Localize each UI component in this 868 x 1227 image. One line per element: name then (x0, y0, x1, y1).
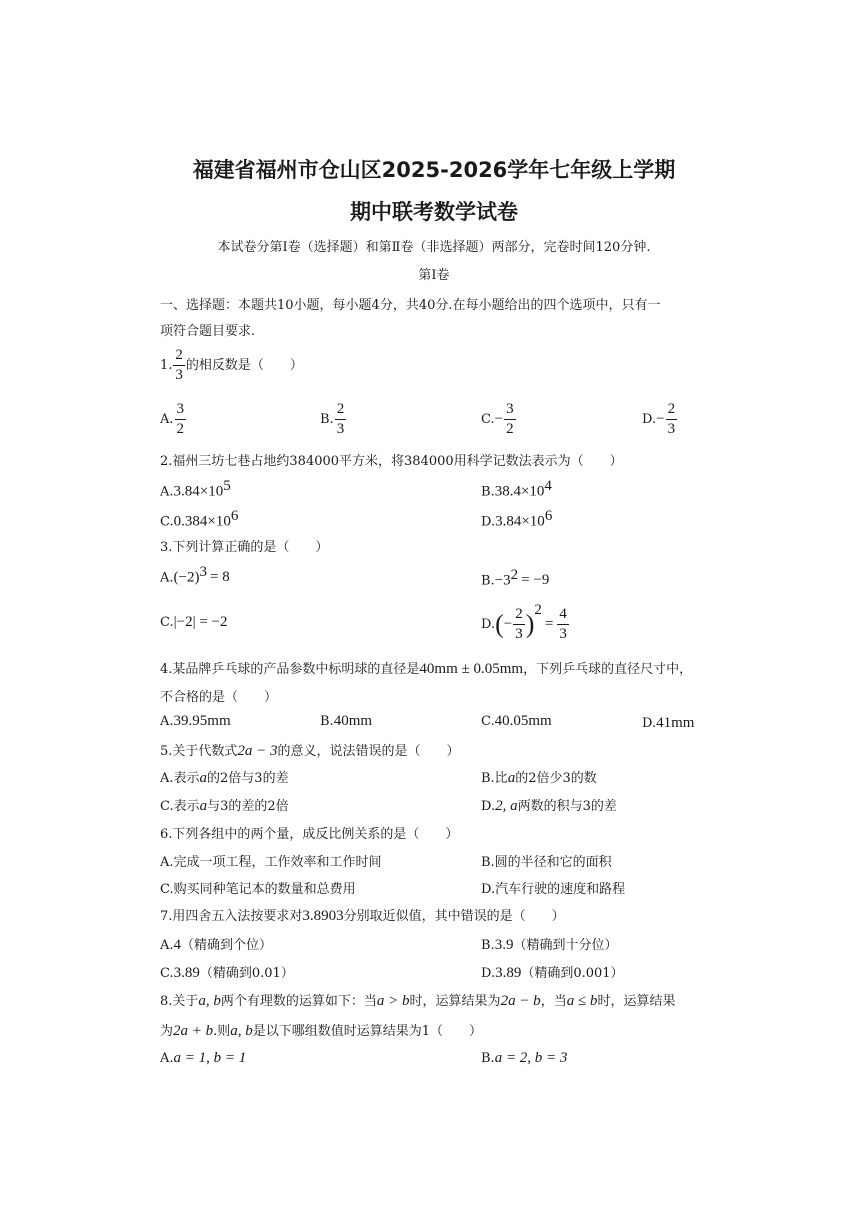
option-expression: |−2| = −2 (173, 614, 228, 630)
question-text: 分别取近似值，其中错误的是（ ） (343, 909, 565, 924)
question-4-option-a[interactable] (160, 713, 231, 730)
option-exponent: 3 (199, 564, 207, 580)
section1-instructions-line2: 项符合题目要求. (160, 324, 256, 339)
question-text: 是以下哪组数值时运算结果为1（ ） (252, 1024, 483, 1039)
option-exponent: 6 (544, 508, 553, 524)
question-number: 1. (160, 358, 173, 373)
option-label: C. (481, 412, 495, 427)
math-expression: 40mm ± 0.05mm (419, 661, 524, 677)
math-expression: 2a + b (173, 1023, 214, 1039)
fraction-denominator: 3 (559, 626, 567, 642)
math-expression: a ≤ b (566, 993, 598, 1009)
option-value: 3.9 (494, 937, 514, 953)
fraction-denominator: 2 (176, 421, 185, 437)
math-expression: 2a − b (500, 993, 541, 1009)
question-4-option-b[interactable] (320, 713, 372, 730)
math-expression: a, b (198, 993, 221, 1009)
question-text: ，当 (540, 994, 567, 1009)
option-base: 3.84×10 (173, 483, 224, 500)
equals-sign: = (544, 616, 554, 632)
option-label: C. (481, 714, 495, 729)
option-label: D. (481, 966, 496, 981)
question-6-option-b[interactable]: B.圆的半径和它的面积 (481, 855, 612, 870)
option-exponent: 5 (223, 478, 231, 494)
option-rhs: = 8 (210, 569, 230, 586)
question-8-stem-line1 (160, 990, 675, 1010)
question-1-stem (160, 348, 303, 383)
question-2-option-a[interactable] (160, 478, 231, 500)
option-label: D. (642, 716, 657, 731)
option-label: D. (481, 617, 496, 632)
option-fraction (666, 402, 678, 437)
question-3-option-b[interactable] (481, 567, 549, 589)
exam-intro: 本试卷分第Ⅰ卷（选择题）和第Ⅱ卷（非选择题）两部分，完卷时间120分钟. (217, 240, 651, 255)
option-label: B. (320, 412, 334, 427)
question-1-option-c[interactable] (481, 402, 517, 437)
question-6-option-c[interactable]: C.购买同种笔记本的数量和总费用 (160, 882, 356, 897)
question-text: .则 (213, 1024, 231, 1039)
question-7-option-a[interactable] (160, 934, 272, 954)
option-exponent: 2 (534, 602, 542, 618)
question-text: 5.关于代数式 (160, 744, 238, 759)
question-3-option-a[interactable] (160, 564, 230, 586)
option-text: 两数的积与3的差 (517, 799, 617, 814)
option-label: D. (481, 514, 496, 530)
option-base: 3.84×10 (495, 513, 545, 530)
fraction-denominator: 3 (175, 367, 183, 383)
question-text: 4.某品牌乒乓球的产品参数中标明球的直径是 (160, 662, 420, 677)
option-label: A. (160, 938, 174, 953)
question-3-option-d[interactable] (481, 602, 570, 642)
question-7-option-d[interactable] (481, 962, 624, 982)
question-5-option-c[interactable] (160, 795, 289, 815)
fraction (173, 348, 185, 383)
option-label: A. (160, 1051, 174, 1066)
option-label: B. (481, 938, 495, 953)
option-value: 4 (173, 937, 182, 953)
option-label: A. (160, 714, 174, 729)
option-sign: − (494, 411, 504, 427)
option-text: 的2倍少3的数 (515, 771, 597, 786)
variable: a (199, 798, 208, 814)
option-fraction (504, 402, 516, 437)
exam-title-line2: 期中联考数学试卷 (350, 200, 518, 224)
option-note: （精确到个位） (181, 938, 273, 953)
option-base: 38.4×10 (494, 483, 545, 500)
section1-instructions-line1: 一、选择题：本题共10小题，每小题4分，共40分.在每小题给出的四个选项中，只有一 (160, 298, 661, 313)
question-8-stem-line2 (160, 1020, 482, 1040)
question-3-stem: 3.下列计算正确的是（ ） (160, 540, 329, 555)
option-text: B.比 (481, 771, 508, 786)
question-7-stem (160, 905, 565, 925)
question-2-stem: 2.福州三坊七巷占地约384000平方米，将384000用科学记数法表示为（ ） (160, 454, 623, 469)
fraction-denominator: 3 (515, 626, 523, 642)
question-1-option-d[interactable] (642, 402, 678, 437)
question-7-option-b[interactable] (481, 934, 617, 954)
option-sign: − (503, 616, 513, 632)
math-expression: 2a − 3 (237, 743, 278, 759)
option-exponent: 4 (544, 478, 552, 494)
open-paren: ( (495, 609, 504, 639)
option-label: B. (481, 1051, 495, 1066)
option-note: （精确到0.001） (521, 966, 624, 981)
question-2-option-d[interactable] (481, 508, 552, 530)
question-1-option-b[interactable] (320, 402, 347, 437)
option-label: B. (481, 484, 495, 500)
question-text: 两个有理数的运算如下：当 (220, 994, 377, 1009)
question-2-option-b[interactable] (481, 478, 552, 500)
question-text: 时，运算结果 (597, 994, 676, 1009)
question-4-stem-line1 (160, 658, 692, 678)
open-paren: ( (173, 569, 179, 586)
math-expression: a = 2, b = 3 (494, 1050, 568, 1066)
result-fraction (557, 607, 569, 642)
option-label: D. (642, 412, 657, 427)
question-4-stem-line2: 不合格的是（ ） (160, 690, 278, 705)
option-value: 3.89 (173, 965, 200, 981)
option-base: 0.384×10 (173, 513, 231, 530)
fraction-numerator: 4 (557, 607, 569, 625)
fraction-denominator: 3 (667, 421, 676, 437)
variable: a (507, 770, 516, 786)
question-text: 的意义，说法错误的是（ ） (277, 744, 460, 759)
option-text: 39.95mm (173, 713, 231, 729)
option-text: 40mm (333, 713, 373, 729)
question-text: ，下列乒乓球的直径尺寸中， (523, 662, 693, 677)
question-8-option-b[interactable] (481, 1050, 567, 1067)
fraction-numerator: 2 (666, 402, 678, 420)
fraction-denominator: 3 (336, 421, 345, 437)
math-expression: a, b (230, 1023, 253, 1039)
question-4-option-c[interactable] (481, 713, 552, 730)
math-expression: a = 1, b = 1 (173, 1050, 247, 1066)
option-base: −3 (494, 572, 511, 589)
question-5-option-b[interactable] (481, 767, 597, 787)
option-fraction (175, 402, 187, 437)
option-fraction (513, 607, 525, 642)
question-6-option-a[interactable]: A.完成一项工程，工作效率和工作时间 (160, 855, 382, 870)
fraction-denominator: 2 (506, 421, 514, 437)
question-text: 8.关于 (160, 994, 199, 1009)
option-label: A. (160, 412, 174, 427)
fraction-numerator: 2 (173, 348, 185, 366)
option-label: B. (320, 714, 334, 729)
close-paren: ) (194, 569, 200, 586)
question-text: 7.用四舍五入法按要求对 (160, 909, 303, 924)
question-4-option-d[interactable] (642, 715, 694, 732)
option-text: D. (481, 799, 496, 814)
question-3-option-c[interactable] (160, 614, 228, 631)
option-note: （精确到十分位） (513, 938, 618, 953)
option-inner: −2 (178, 569, 195, 586)
option-exponent: 6 (230, 508, 239, 524)
option-note: （精确到0.01） (199, 966, 294, 981)
option-text: A.表示 (160, 771, 200, 786)
question-2-option-c[interactable] (160, 508, 238, 530)
question-7-option-c[interactable] (160, 962, 294, 982)
option-label: B. (481, 573, 495, 589)
option-value: 3.89 (495, 965, 522, 981)
part-label: 第Ⅰ卷 (418, 268, 450, 283)
option-label: C. (160, 966, 174, 981)
option-text: C.表示 (160, 799, 200, 814)
question-6-stem: 6.下列各组中的两个量，成反比例关系的是（ ） (160, 827, 459, 842)
question-5-option-d[interactable] (481, 795, 617, 815)
question-text: 时，运算结果为 (409, 994, 501, 1009)
fraction-numerator: 3 (175, 402, 187, 420)
option-label: A. (160, 484, 174, 500)
option-text: 的2倍与3的差 (207, 771, 289, 786)
question-5-option-a[interactable] (160, 767, 289, 787)
option-text: 41mm (656, 715, 695, 731)
question-5-stem (160, 740, 460, 760)
fraction-numerator: 2 (513, 607, 525, 625)
option-text: 与3的差的2倍 (207, 799, 289, 814)
question-6-option-d[interactable]: D.汽车行驶的速度和路程 (481, 882, 626, 897)
question-text: 为 (160, 1024, 174, 1039)
math-expression: a > b (376, 993, 410, 1009)
close-paren: ) (525, 609, 535, 639)
fraction-numerator: 3 (504, 402, 516, 420)
option-fraction (335, 402, 347, 437)
option-label: C. (160, 615, 174, 630)
option-text: 40.05mm (494, 713, 552, 729)
option-sign: − (656, 411, 665, 427)
fraction-numerator: 2 (335, 402, 347, 420)
question-1-option-a[interactable] (160, 402, 187, 437)
question-text: 的相反数是（ ） (185, 358, 303, 373)
question-8-option-a[interactable] (160, 1050, 246, 1067)
math-expression: 3.8903 (302, 908, 344, 924)
option-rhs: = −9 (521, 572, 550, 589)
variable: a (199, 770, 208, 786)
option-label: C. (160, 514, 174, 530)
math-expression: 2, a (495, 798, 518, 814)
exam-title-line1: 福建省福州市仓山区2025-2026学年七年级上学期 (192, 158, 676, 182)
option-exponent: 2 (510, 567, 519, 583)
option-label: A. (160, 570, 174, 586)
